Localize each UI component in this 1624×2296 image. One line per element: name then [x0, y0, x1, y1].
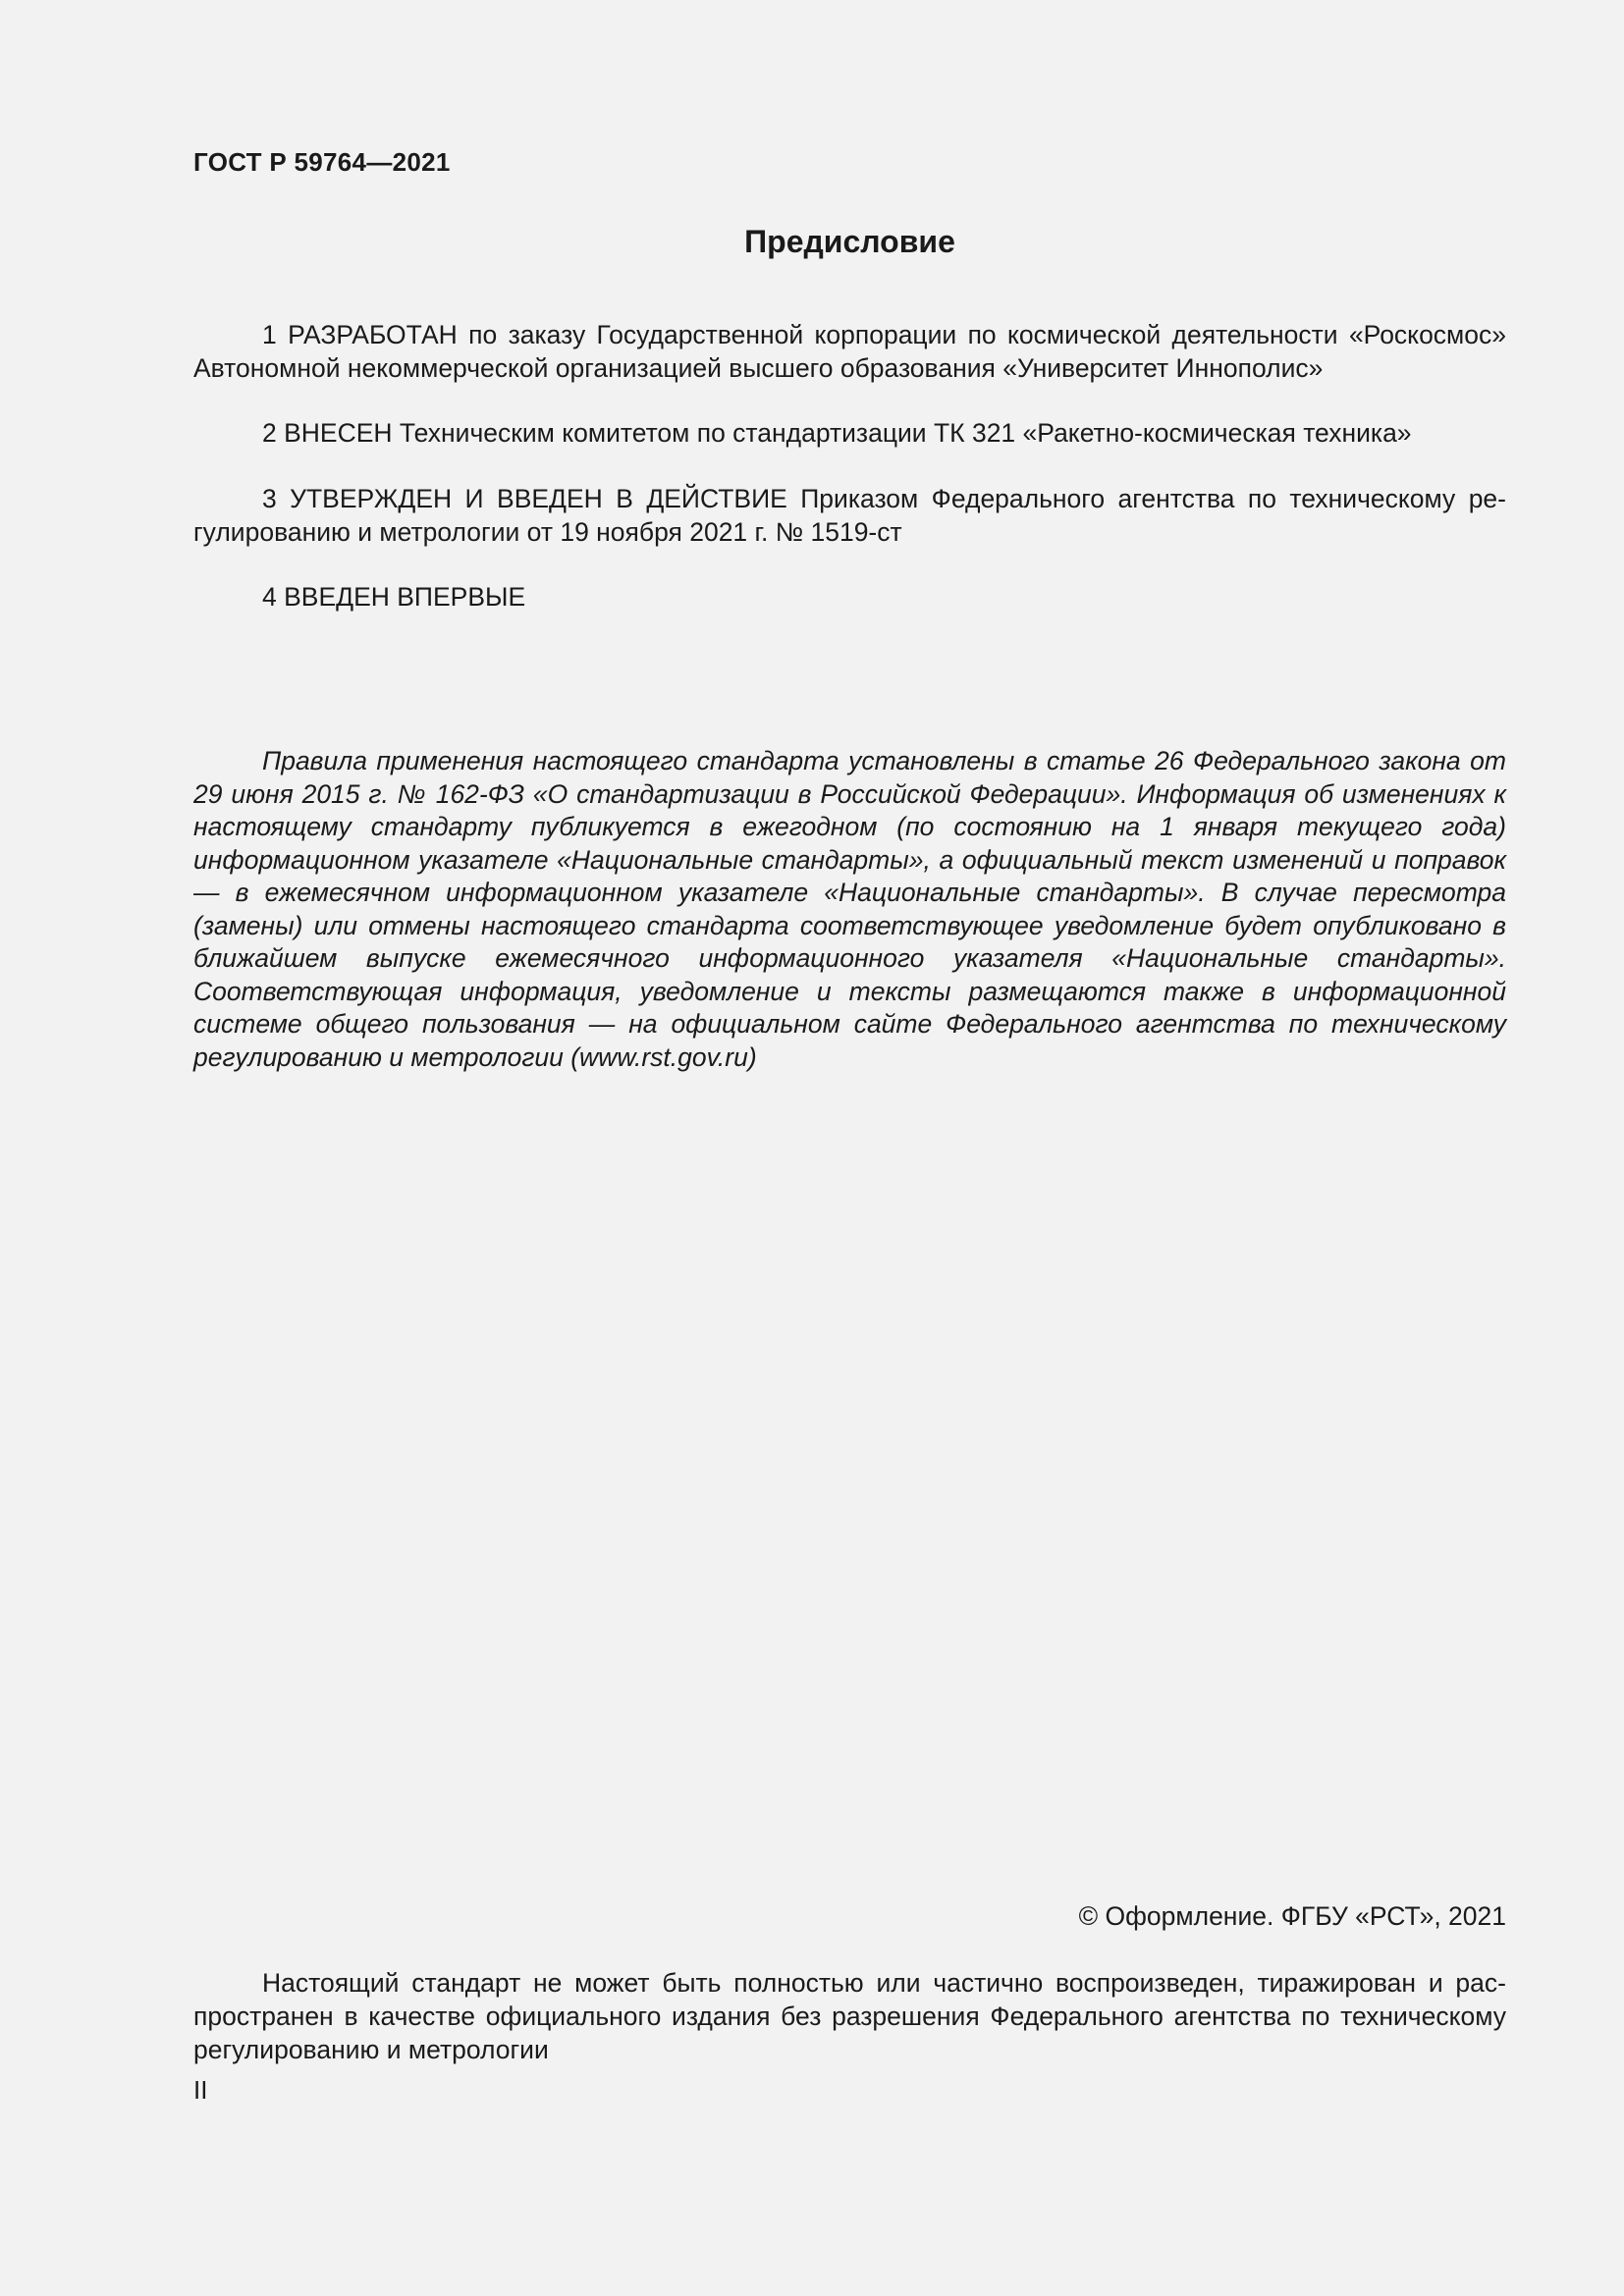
foreword-item-2 [193, 416, 1506, 450]
foreword-item-2-text: 2 ВНЕСЕН Техническим комитетом по стандартизации ТК 321 «Ракетно-космическая техника» [262, 418, 1412, 448]
document-code: ГОСТ Р 59764—2021 [193, 147, 451, 177]
application-rules-text: Правила применения настоящего стандарта установлены в статье 26 Федерального закона от 29 июня 2015 г. № 162-ФЗ «О стандартизации в Российской Федерации». Информация об изменениях к настоящему стандарту публикуется в ежегодном (по состоянию на 1 января текущего года) информационном указателе «Национальные стандарты», а официальный текст изменений и поправок — в ежемесячном информационном указателе «Национальные стандарты». В случае пересмотра (замены) или отмены настоящего стандарта соответствующее уведомление будет опубликовано в ближайшем выпуске ежемесячного информационного указателя «Национальные стандарты». Соответствующая информация, уведомление и тексты размещаются также в информационной системе общего пользования — на официальном сайте Федерального агентства по техническому регулированию и метрологии (www.rst.gov.ru) [193, 746, 1506, 1072]
foreword-item-4-text: 4 ВВЕДЕН ВПЕРВЫЕ [262, 582, 526, 612]
copyright-line: © Оформление. ФГБУ «РСТ», 2021 [1078, 1901, 1506, 1931]
page-number: II [193, 2075, 208, 2105]
application-rules-paragraph [193, 745, 1506, 1074]
reproduction-notice [193, 1966, 1506, 2066]
document-page [193, 0, 1506, 2296]
foreword-item-3 [193, 482, 1506, 549]
foreword-item-1 [193, 318, 1506, 385]
section-title: Предисловие [744, 224, 955, 259]
foreword-item-1-text: 1 РАЗРАБОТАН по заказу Государственной корпорации по космической деятельности «Роскосмос» Автономной некоммерческой организацией высшего образования «Университет Иннополис» [193, 320, 1506, 383]
reproduction-notice-text: Настоящий стандарт не может быть полностью или частично воспроизведен, тиражирован и распространен в качестве официального издания без разрешения Федерального агентства по техническому регулированию и метрологии [193, 1968, 1506, 2064]
foreword-item-4 [193, 580, 1506, 614]
foreword-item-3-text: 3 УТВЕРЖДЕН И ВВЕДЕН В ДЕЙСТВИЕ Приказом Федерального агентства по техническому регулированию и метрологии от 19 ноября 2021 г. № 1519-ст [193, 484, 1506, 547]
